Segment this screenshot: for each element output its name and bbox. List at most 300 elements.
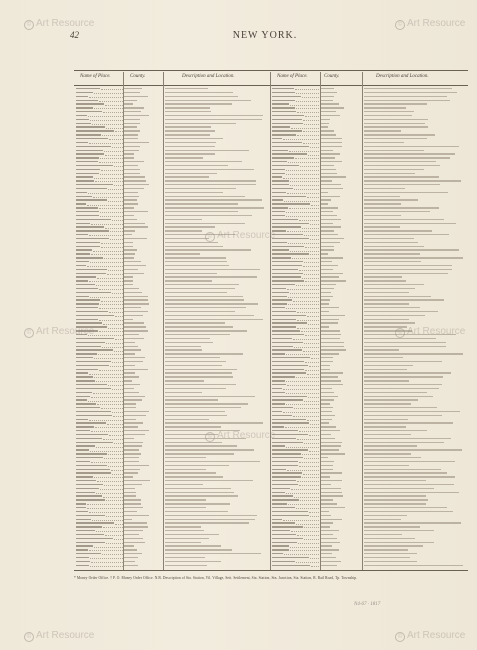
entry-description	[364, 484, 454, 485]
entry-county	[320, 480, 342, 481]
entry-description	[165, 223, 245, 224]
entry-county	[124, 519, 132, 520]
entry-county	[124, 319, 133, 320]
entry-county	[320, 111, 336, 112]
entry-name	[272, 403, 285, 404]
entry-county	[320, 515, 331, 516]
entry-name	[272, 161, 287, 162]
entry-description	[364, 465, 409, 466]
entry-name	[272, 223, 309, 224]
entry-name	[76, 553, 101, 554]
entry-county	[124, 203, 138, 204]
entry-county	[124, 369, 148, 370]
entry-county	[124, 361, 143, 362]
entry-county	[320, 507, 345, 508]
entry-name	[76, 561, 90, 562]
entry-description	[364, 453, 411, 454]
entry-description	[364, 296, 431, 297]
entry-name	[272, 180, 289, 181]
entry-county	[124, 165, 138, 166]
entry-name	[272, 511, 308, 512]
entry-name	[76, 176, 93, 177]
entry-description	[364, 507, 447, 508]
entry-county	[320, 438, 335, 439]
entry-name	[76, 123, 91, 124]
entry-county	[320, 365, 330, 366]
entry-description	[364, 307, 420, 308]
entry-name	[76, 253, 90, 254]
entry-county	[124, 265, 146, 266]
entry-description	[364, 176, 439, 177]
entry-description	[364, 449, 462, 450]
entry-name	[76, 492, 95, 493]
entry-description	[364, 426, 406, 427]
entry-description	[165, 472, 216, 473]
entry-county	[124, 219, 137, 220]
entry-county	[320, 457, 328, 458]
entry-name	[272, 495, 293, 496]
entry-name	[76, 319, 98, 320]
entry-name	[76, 299, 100, 300]
entry-name	[76, 484, 103, 485]
entry-county	[124, 438, 134, 439]
entry-name	[76, 411, 111, 412]
entry-description	[165, 480, 253, 481]
entry-name	[272, 522, 295, 523]
entry-county	[320, 553, 332, 554]
entry-county	[320, 165, 334, 166]
entry-name	[272, 426, 284, 427]
entry-name	[272, 96, 301, 97]
entry-name	[272, 372, 306, 373]
entry-county	[124, 515, 149, 516]
col-header-description-left: Description and Location.	[182, 74, 235, 79]
entry-county	[124, 169, 140, 170]
entry-name	[272, 146, 309, 147]
entry-name	[76, 476, 93, 477]
entry-county	[320, 384, 343, 385]
entry-name	[76, 238, 109, 239]
entry-description	[364, 276, 402, 277]
entry-county	[124, 495, 136, 496]
entry-county	[320, 346, 344, 347]
entry-description	[165, 507, 206, 508]
entry-name	[272, 515, 309, 516]
entry-county	[320, 169, 336, 170]
entry-description	[165, 499, 206, 500]
entry-name	[76, 146, 111, 147]
entry-county	[320, 296, 333, 297]
entry-description	[364, 519, 401, 520]
entry-description	[364, 434, 411, 435]
entry-county	[124, 396, 145, 397]
entry-name	[76, 465, 107, 466]
entry-name	[76, 173, 99, 174]
entry-description	[165, 115, 263, 116]
entry-county	[320, 557, 336, 558]
copyright-icon: ©	[395, 328, 405, 338]
entry-description	[364, 115, 412, 116]
entry-county	[124, 334, 139, 335]
entry-county	[124, 422, 143, 423]
entry-name	[272, 415, 292, 416]
entry-name	[272, 349, 302, 350]
entry-name	[76, 422, 106, 423]
entry-county	[124, 503, 141, 504]
entry-county	[320, 207, 338, 208]
entry-description	[364, 130, 401, 131]
entry-name	[272, 565, 310, 566]
entry-description	[165, 188, 236, 189]
entry-description	[364, 407, 437, 408]
entry-county	[320, 261, 332, 262]
copyright-icon: ©	[395, 20, 405, 30]
entry-county	[124, 146, 140, 147]
entry-name	[76, 342, 105, 343]
entry-name	[272, 315, 306, 316]
entry-name	[272, 92, 295, 93]
entry-county	[320, 319, 339, 320]
entry-name	[272, 196, 306, 197]
entry-name	[76, 472, 111, 473]
entry-county	[320, 522, 333, 523]
entry-name	[76, 430, 90, 431]
entry-description	[165, 230, 202, 231]
entry-description	[364, 196, 400, 197]
entry-county	[320, 223, 333, 224]
entry-name	[272, 157, 294, 158]
entry-county	[124, 480, 150, 481]
entry-county	[124, 326, 146, 327]
entry-name	[272, 346, 293, 347]
entry-county	[320, 338, 340, 339]
entry-county	[124, 180, 146, 181]
entry-description	[364, 315, 425, 316]
leader-dots	[311, 566, 319, 567]
entry-name	[272, 176, 282, 177]
entry-description	[364, 545, 423, 546]
entry-county	[320, 115, 340, 116]
entry-county	[320, 234, 338, 235]
entry-name	[272, 384, 286, 385]
entry-county	[320, 392, 334, 393]
entry-name	[272, 561, 295, 562]
entry-description	[364, 457, 421, 458]
entry-name	[272, 126, 290, 127]
entry-description	[364, 342, 446, 343]
entry-name	[272, 115, 304, 116]
entry-name	[76, 495, 102, 496]
entry-name	[76, 196, 92, 197]
entry-description	[165, 173, 217, 174]
entry-county	[124, 257, 134, 258]
header-rule	[74, 85, 468, 86]
entry-description	[364, 476, 455, 477]
entry-county	[124, 476, 133, 477]
entry-description	[364, 488, 434, 489]
entry-county	[124, 157, 134, 158]
entry-county	[320, 369, 330, 370]
entry-county	[320, 249, 334, 250]
entry-county	[320, 130, 334, 131]
entry-county	[124, 380, 132, 381]
entry-name	[76, 134, 101, 135]
entry-description	[364, 173, 415, 174]
entry-county	[320, 461, 334, 462]
entry-name	[272, 445, 285, 446]
entry-description	[165, 338, 210, 339]
entry-name	[76, 349, 113, 350]
entry-name	[272, 338, 292, 339]
entry-description	[165, 146, 215, 147]
entry-county	[124, 465, 149, 466]
entry-name	[272, 280, 304, 281]
entry-name	[272, 276, 301, 277]
entry-county	[124, 346, 138, 347]
entry-name	[76, 376, 93, 377]
entry-description	[165, 495, 238, 496]
entry-county	[320, 349, 346, 350]
entry-name	[76, 526, 102, 527]
entry-description	[364, 88, 452, 89]
entry-description	[364, 157, 450, 158]
entry-description	[364, 419, 408, 420]
entry-county	[124, 449, 139, 450]
entry-description	[165, 126, 211, 127]
entry-county	[124, 488, 135, 489]
entry-description	[364, 503, 426, 504]
entry-description	[165, 376, 233, 377]
entry-description	[364, 265, 452, 266]
entry-county	[124, 384, 140, 385]
entry-name	[272, 419, 306, 420]
entry-description	[364, 495, 426, 496]
entry-description	[364, 480, 426, 481]
entry-county	[124, 280, 133, 281]
entry-name	[76, 211, 99, 212]
entry-name	[272, 123, 303, 124]
entry-description	[364, 399, 418, 400]
entry-county	[124, 407, 136, 408]
entry-county	[124, 288, 139, 289]
entry-description	[364, 380, 409, 381]
entry-description	[364, 238, 414, 239]
entry-county	[124, 349, 141, 350]
entry-name	[272, 288, 286, 289]
entry-description	[364, 138, 427, 139]
entry-description	[364, 111, 414, 112]
entry-description	[364, 223, 456, 224]
entry-description	[364, 353, 463, 354]
entry-name	[76, 384, 107, 385]
col-header-name-right: Name of Place.	[277, 74, 308, 79]
entry-description	[165, 534, 219, 535]
entry-name	[76, 522, 114, 523]
entry-name	[272, 442, 303, 443]
entry-name	[76, 322, 102, 323]
entry-county	[320, 453, 345, 454]
entry-name	[272, 492, 285, 493]
entry-name	[272, 353, 285, 354]
entry-name	[76, 96, 88, 97]
entry-description	[364, 499, 428, 500]
entry-description	[364, 442, 444, 443]
entry-name	[272, 380, 285, 381]
entry-description	[364, 230, 432, 231]
top-rule	[74, 70, 468, 71]
entry-county	[124, 376, 139, 377]
entry-county	[124, 96, 148, 97]
entry-county	[320, 88, 334, 89]
entry-county	[320, 534, 333, 535]
entry-name	[272, 396, 307, 397]
entry-name	[272, 207, 288, 208]
entry-description	[165, 461, 260, 462]
entry-description	[364, 384, 442, 385]
entry-county	[124, 461, 139, 462]
entry-name	[272, 284, 295, 285]
watermark: © Art Resource	[24, 18, 94, 30]
entry-name	[272, 534, 296, 535]
entry-county	[124, 88, 142, 89]
entry-name	[272, 215, 285, 216]
entry-name	[76, 115, 87, 116]
entry-county	[124, 276, 133, 277]
entry-name	[272, 538, 303, 539]
entry-name	[272, 469, 286, 470]
entry-county	[320, 173, 337, 174]
entry-description	[364, 246, 424, 247]
entry-county	[320, 123, 329, 124]
entry-description	[165, 449, 254, 450]
entry-description	[364, 538, 415, 539]
entry-name	[272, 484, 298, 485]
entry-name	[272, 269, 298, 270]
entry-description	[165, 265, 229, 266]
entry-name	[76, 457, 103, 458]
entry-description	[165, 138, 223, 139]
entry-county	[124, 223, 145, 224]
entry-county	[320, 269, 333, 270]
entry-county	[320, 192, 328, 193]
entry-description	[165, 253, 200, 254]
entry-description	[364, 292, 409, 293]
entry-description	[165, 165, 228, 166]
bottom-rule	[74, 570, 468, 571]
entry-name	[76, 150, 103, 151]
entry-county	[320, 307, 339, 308]
entry-county	[124, 226, 148, 227]
entry-description	[165, 469, 206, 470]
entry-county	[124, 238, 147, 239]
entry-name	[76, 369, 98, 370]
col-header-description-right: Description and Location.	[376, 74, 429, 79]
entry-name	[272, 103, 289, 104]
entry-description	[165, 276, 257, 277]
entry-name	[272, 226, 301, 227]
entry-description	[165, 111, 211, 112]
entry-county	[320, 469, 333, 470]
page-title: NEW YORK.	[232, 30, 298, 41]
entry-description	[364, 142, 404, 143]
entry-name	[272, 557, 309, 558]
entry-description	[364, 100, 450, 101]
entry-description	[364, 349, 399, 350]
entry-county	[320, 342, 344, 343]
entry-name	[272, 388, 282, 389]
entry-name	[76, 107, 93, 108]
entry-description	[165, 100, 251, 101]
entry-description	[165, 488, 231, 489]
entry-county	[124, 542, 145, 543]
entry-name	[76, 257, 103, 258]
entry-county	[320, 361, 333, 362]
entry-description	[165, 542, 201, 543]
entry-name	[76, 273, 106, 274]
entry-county	[124, 173, 140, 174]
table-header	[74, 72, 468, 84]
entry-county	[124, 492, 136, 493]
copyright-icon: ©	[205, 232, 215, 242]
entry-description	[165, 288, 235, 289]
entry-description	[165, 415, 227, 416]
entry-description	[364, 319, 409, 320]
entry-county	[124, 138, 138, 139]
entry-name	[76, 438, 102, 439]
entry-name	[76, 111, 102, 112]
entry-county	[320, 399, 334, 400]
entry-county	[124, 484, 142, 485]
entry-description	[364, 288, 415, 289]
entry-description	[364, 403, 411, 404]
entry-county	[124, 130, 140, 131]
entry-county	[320, 492, 342, 493]
entry-description	[165, 392, 202, 393]
entry-county	[124, 246, 133, 247]
entry-description	[364, 165, 440, 166]
entry-name	[272, 142, 302, 143]
entry-description	[364, 530, 434, 531]
entry-name	[272, 530, 290, 531]
entry-name	[76, 242, 100, 243]
entry-county	[320, 465, 333, 466]
entry-name	[76, 380, 95, 381]
entry-name	[76, 346, 101, 347]
entry-county	[124, 322, 144, 323]
entry-description	[364, 269, 452, 270]
entry-description	[165, 515, 257, 516]
entry-description	[165, 161, 242, 162]
entry-name	[76, 303, 99, 304]
entry-name	[272, 461, 298, 462]
entry-county	[124, 207, 134, 208]
entry-name	[272, 330, 300, 331]
entry-county	[124, 434, 145, 435]
entry-description	[165, 526, 201, 527]
entry-name	[76, 515, 105, 516]
entry-description	[364, 180, 461, 181]
entry-county	[320, 292, 331, 293]
entry-county	[124, 134, 138, 135]
entry-county	[320, 334, 341, 335]
entry-name	[76, 203, 86, 204]
entry-name	[272, 273, 303, 274]
entry-description	[165, 96, 238, 97]
entry-description	[364, 553, 417, 554]
entry-name	[272, 453, 301, 454]
entry-name	[76, 88, 100, 89]
entry-county	[320, 142, 342, 143]
